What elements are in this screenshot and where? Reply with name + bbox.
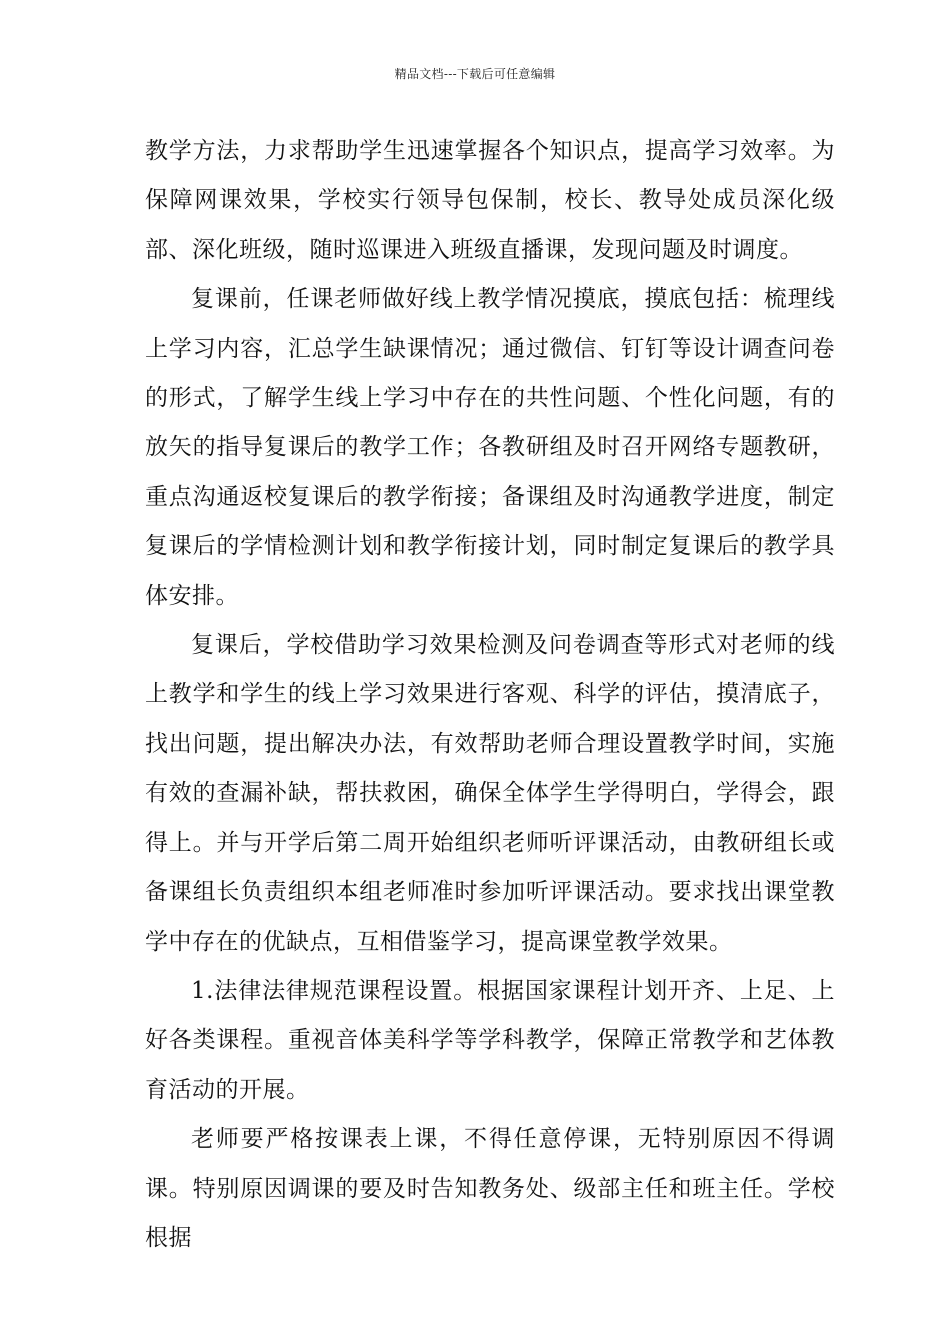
paragraph-after-resumption: 复课后，学校借助学习效果检测及问卷调查等形式对老师的线上教学和学生的线上学习效果进行客观、科学的评估，摸清底子，找出问题，提出解决办法，有效帮助老师合理设置教学时间，实施有效的查漏补缺，帮扶救困，确保全体学生学得明白，学得会，跟得上。并与开学后第二周开始组织老师听评课活动，由教研组长或备课组长负责组织本组老师准时参加听评课活动。要求找出课堂教学中存在的优缺点，互相借鉴学习，提高课堂教学效果。 <box>145 632 835 955</box>
paragraph-curriculum-setup: 1.法律法律规范课程设置。根据国家课程计划开齐、上足、上好各类课程。重视音体美科学等学科教学，保障正常教学和艺体教育活动的开展。 <box>145 977 835 1103</box>
page-header: 精品文档---下载后可任意编辑 <box>394 67 556 81</box>
document-body <box>145 127 835 1263</box>
paragraph-class-schedule: 老师要严格按课表上课，不得任意停课，无特别原因不得调课。特别原因调课的要及时告知教务处、级部主任和班主任。学校根据 <box>145 1126 835 1251</box>
paragraph-continuation: 教学方法，力求帮助学生迅速掌握各个知识点，提高学习效率。为保障网课效果，学校实行领导包保制，校长、教导处成员深化级部、深化班级，随时巡课进入班级直播课，发现问题及时调度。 <box>145 138 835 263</box>
paragraph-before-resumption: 复课前，任课老师做好线上教学情况摸底，摸底包括：梳理线上学习内容，汇总学生缺课情况；通过微信、钉钉等设计调查问卷的形式，了解学生线上学习中存在的共性问题、个性化问题，有的放矢的指导复课后的教学工作；各教研组及时召开网络专题教研，重点沟通返校复课后的教学衔接；备课组及时沟通教学进度，制定复课后的学情检测计划和教学衔接计划，同时制定复课后的教学具体安排。 <box>145 286 835 609</box>
